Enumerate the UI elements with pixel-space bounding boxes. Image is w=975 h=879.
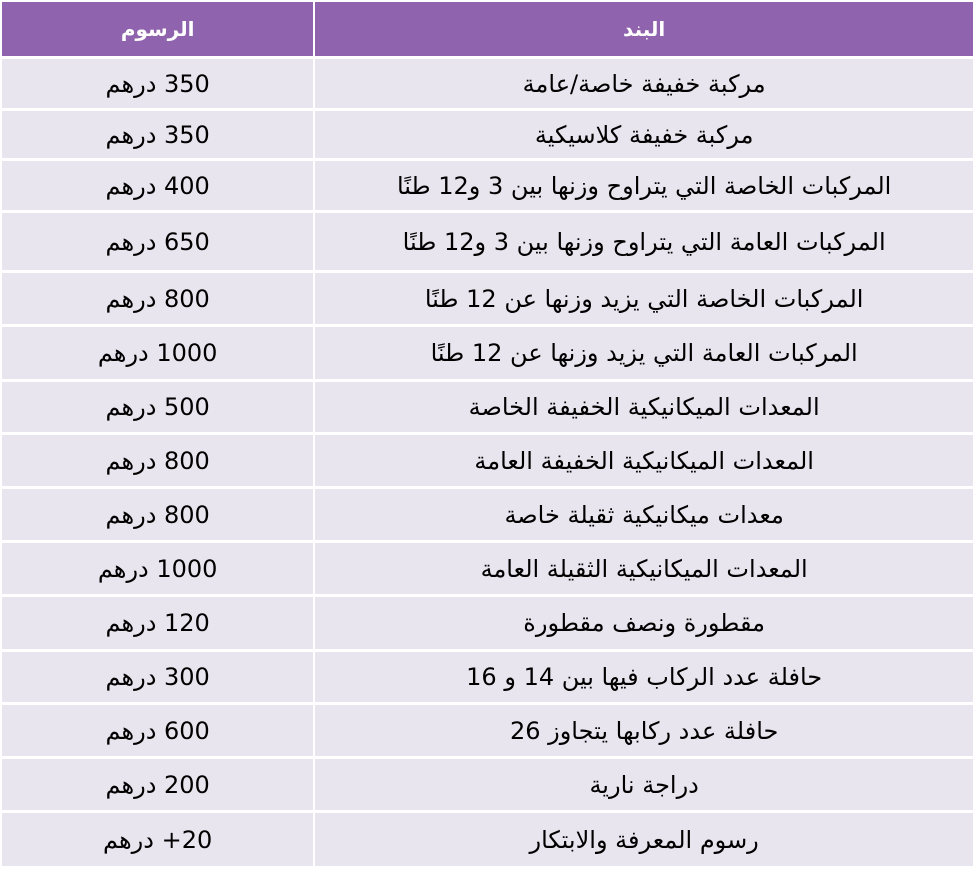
fee-amount: 1000 (156, 554, 218, 583)
table-row (2, 758, 973, 812)
item-cell: دراجة نارية (314, 758, 973, 812)
fee-cell (2, 434, 314, 488)
item-cell: حافلة عدد الركاب فيها بين 14 و 16 (314, 651, 973, 704)
fee-currency: درهم (105, 393, 157, 421)
fee-cell (2, 272, 314, 326)
table-row (2, 704, 973, 758)
fee-amount: 200 (164, 770, 210, 799)
fee-currency: درهم (97, 339, 149, 367)
item-cell: مركبة خفيفة خاصة/عامة (314, 58, 973, 110)
fee-cell (2, 542, 314, 596)
table-row (2, 812, 973, 868)
fee-cell (2, 812, 314, 868)
fee-cell (2, 212, 314, 272)
table-row (2, 596, 973, 651)
table-header (2, 2, 973, 58)
fee-cell (2, 326, 314, 381)
fee-amount: 1000 (156, 339, 218, 367)
fee-currency: درهم (105, 284, 157, 313)
header-row (2, 2, 973, 58)
table-row (2, 272, 973, 326)
item-cell: المركبات العامة التي يزيد وزنها عن 12 طنًا (314, 326, 973, 381)
item-cell: معدات ميكانيكية ثقيلة خاصة (314, 488, 973, 542)
fee-amount: 300 (164, 663, 210, 691)
fee-cell (2, 110, 314, 160)
fee-cell (2, 651, 314, 704)
item-cell: مقطورة ونصف مقطورة (314, 596, 973, 651)
fee-currency: درهم (103, 825, 154, 854)
fee-amount: 600 (164, 716, 210, 745)
item-cell: مركبة خفيفة كلاسيكية (314, 110, 973, 160)
fee-currency: درهم (105, 609, 157, 637)
fee-currency: درهم (105, 663, 157, 691)
item-column-header: البند (314, 2, 973, 58)
item-cell: المعدات الميكانيكية الخفيفة العامة (314, 434, 973, 488)
table-row (2, 212, 973, 272)
fee-amount: 350 (164, 120, 210, 149)
fee-amount: 400 (164, 171, 210, 200)
fee-amount: 120 (164, 609, 210, 637)
fee-cell (2, 160, 314, 212)
item-cell: المعدات الميكانيكية الخفيفة الخاصة (314, 381, 973, 434)
fee-amount: 500 (164, 393, 210, 421)
table-row (2, 488, 973, 542)
table-row (2, 381, 973, 434)
fee-cell (2, 596, 314, 651)
fee-cell (2, 58, 314, 110)
fees-table (2, 2, 973, 869)
table-row (2, 326, 973, 381)
table-row (2, 434, 973, 488)
fee-cell (2, 488, 314, 542)
fee-amount: 800 (164, 500, 210, 529)
fee-cell (2, 758, 314, 812)
fee-currency: درهم (105, 446, 157, 475)
fee-currency: درهم (105, 500, 157, 529)
fee-currency: درهم (105, 69, 157, 98)
item-cell: المركبات العامة التي يتراوح وزنها بين 3 و12 طنًا (314, 212, 973, 272)
fee-currency: درهم (105, 716, 157, 745)
table-row (2, 651, 973, 704)
item-cell: المعدات الميكانيكية الثقيلة العامة (314, 542, 973, 596)
item-cell: المركبات الخاصة التي يتراوح وزنها بين 3 و12 طنًا (314, 160, 973, 212)
fee-currency: درهم (105, 770, 157, 799)
item-cell: رسوم المعرفة والابتكار (314, 812, 973, 868)
fee-amount: 800 (164, 284, 210, 313)
item-cell: المركبات الخاصة التي يزيد وزنها عن 12 طنًا (314, 272, 973, 326)
table-row (2, 110, 973, 160)
fee-cell (2, 704, 314, 758)
fee-column-header: الرسوم (2, 2, 314, 58)
item-cell: حافلة عدد ركابها يتجاوز 26 (314, 704, 973, 758)
fee-amount: 800 (164, 446, 210, 475)
fee-currency: درهم (105, 227, 157, 256)
table-row (2, 58, 973, 110)
table-row (2, 160, 973, 212)
table-body (2, 58, 973, 868)
table-row (2, 542, 973, 596)
fee-currency: درهم (105, 171, 157, 200)
fee-amount: 350 (164, 69, 210, 98)
fee-cell (2, 381, 314, 434)
fee-amount: 650 (164, 227, 210, 256)
fee-currency: درهم (97, 554, 149, 583)
fee-currency: درهم (105, 120, 157, 149)
fee-amount: 20+ (161, 825, 213, 854)
